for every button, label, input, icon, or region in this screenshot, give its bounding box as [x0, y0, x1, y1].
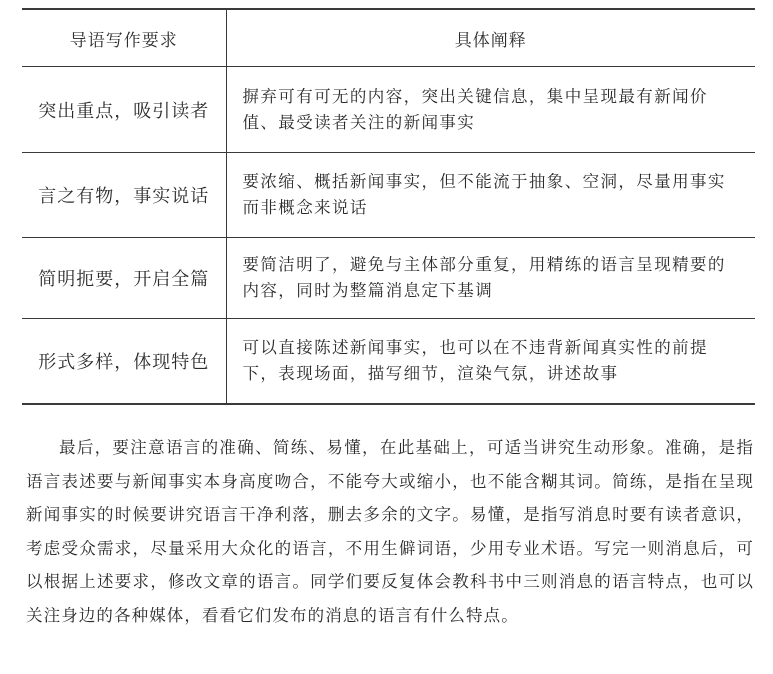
- explanation-cell: 摒弃可有可无的内容，突出关键信息，集中呈现最有新闻价值、最受读者关注的新闻事实: [242, 86, 708, 132]
- explanation-cell: 要浓缩、概括新闻事实，但不能流于抽象、空洞，尽量用事实而非概念来说话: [242, 172, 726, 217]
- requirement-cell: 突出重点，吸引读者: [22, 67, 226, 153]
- table-row: [22, 319, 755, 405]
- body-paragraph: 最后，要注意语言的准确、简练、易懂，在此基础上，可适当讲究生动形象。准确，是指语言表述要与新闻事实本身高度吻合，不能夸大或缩小，也不能含糊其词。简练，是指在呈现新闻事实的时候要讲究语言干净利落，删去多余的文字。易懂，是指写消息时要有读者意识，考虑受众需求，尽量采用大众化的语言，不用生僻词语，少用专业术语。写完一则消息后，可以根据上述要求，修改文章的语言。同学们要反复体会教科书中三则消息的语言特点，也可以关注身边的各种媒体，看看它们发布的消息的语言有什么特点。: [26, 438, 754, 625]
- explanation-cell: 要简洁明了，避免与主体部分重复，用精练的语言呈现精要的内容，同时为整篇消息定下基调: [242, 255, 726, 300]
- requirement-cell: 言之有物，事实说话: [22, 153, 226, 238]
- requirement-cell: 简明扼要，开启全篇: [22, 238, 226, 319]
- lead-writing-requirements-table: [22, 8, 755, 405]
- column-header-explanation: 具体阐释: [454, 30, 527, 51]
- table-row: [22, 238, 755, 319]
- requirement-cell: 形式多样，体现特色: [22, 319, 226, 405]
- explanation-cell: 可以直接陈述新闻事实，也可以在不违背新闻真实性的前提下，表现场面，描写细节，渲染气氛，讲述故事: [242, 338, 708, 383]
- table-row: [22, 67, 755, 153]
- table-header-row: [22, 9, 755, 67]
- table-row: [22, 153, 755, 238]
- requirements-table-container: [22, 8, 755, 405]
- column-header-requirement: 导语写作要求: [22, 9, 226, 67]
